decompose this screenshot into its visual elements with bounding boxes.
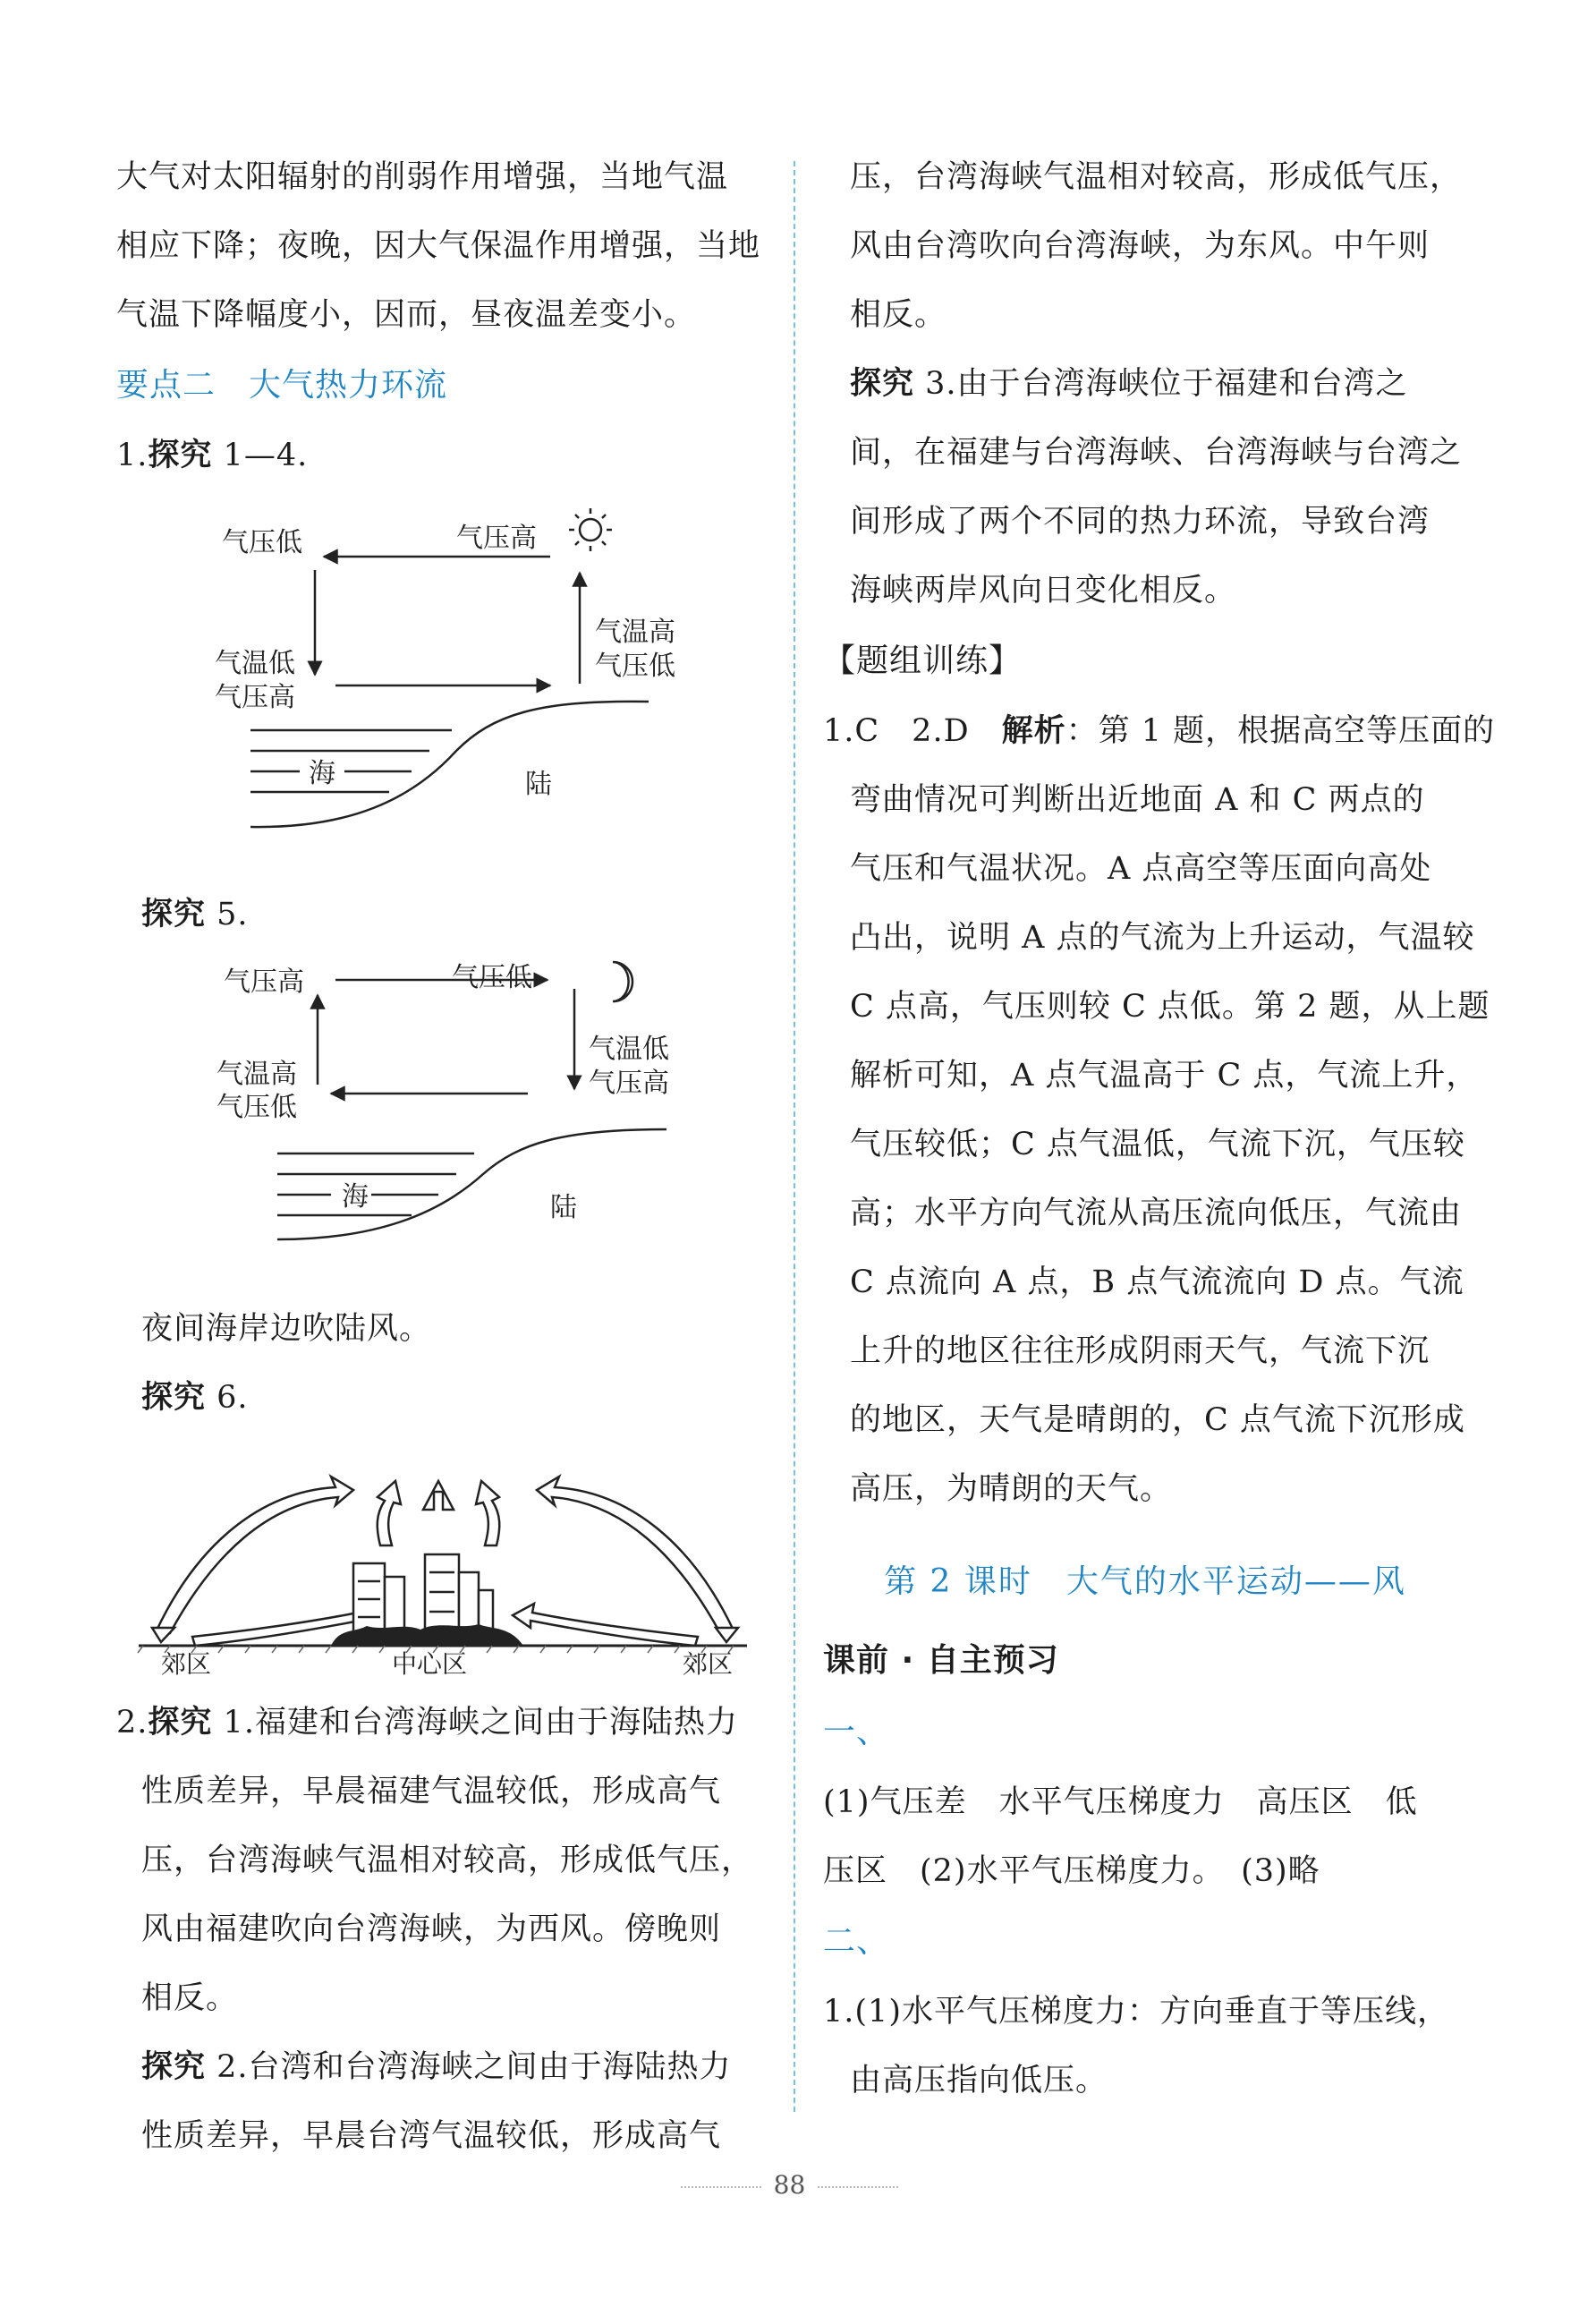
item-text: 1—4. [212,438,309,473]
exercise-heading: 【题组训练】 [823,643,1023,679]
section-two-marker: 二、 [823,1923,890,1960]
explore-label: 探究 [141,897,207,932]
explore-label: 探究 [141,1380,207,1416]
sun-icon [569,508,612,551]
explore-label: 探究 [850,366,915,402]
sea-lines [277,1153,474,1215]
label-land: 陆 [550,1192,577,1223]
page-number: 88 [773,2170,806,2200]
paragraph-line: 风由台湾吹向台湾海峡，为东风。中午则 [850,228,1430,264]
column-divider [794,161,795,2112]
item-number: 2. [116,1705,149,1741]
rising-arrow-right [476,1481,499,1545]
footer-dots-left [681,2186,761,2188]
label-sea: 海 [309,758,335,789]
item-number: 1. [116,438,149,473]
night-wind-note: 夜间海岸边吹陆风。 [141,1311,432,1347]
paragraph-line: 气压较低；C 点气温低，气流下沉，气压较 [850,1127,1465,1162]
label-bottom-right-1: 气温低 [589,1034,669,1065]
explore-label: 探究 [148,438,213,473]
left-column [116,143,769,2171]
right-down-arrowhead [716,1628,738,1642]
paragraph-line: C 点流向 A 点，B 点气流流向 D 点。气流 [850,1264,1464,1300]
paragraph-line: 由高压指向低压。 [850,2063,1108,2098]
paragraph-line: 高压，为晴朗的天气。 [850,1471,1173,1507]
label-bottom-right-2: 气压高 [589,1068,669,1099]
sea-breeze-diagram [116,496,769,872]
rising-arrow-center [423,1481,454,1510]
explore-label: 探究 [148,1705,213,1741]
paragraph-line: 弯曲情况可判断出近地面 A 和 C 两点的 [850,782,1425,818]
paragraph-line: (1)气压差 水平气压梯度力 高压区 低 [823,1784,1418,1820]
rising-arrow-left [378,1481,401,1545]
land-breeze-diagram [116,955,769,1286]
paragraph-line: 性质差异，早晨台湾气温较低，形成高气 [141,2118,722,2154]
item-1 [116,421,769,490]
paragraph-line: 气温下降幅度小，因而，昼夜温差变小。 [116,297,697,333]
item-2-line-1 [116,1689,769,1758]
explore-number: 5. [206,897,249,932]
label-top-left: 气压高 [224,966,304,998]
section-one-marker: 一、 [823,1714,890,1750]
explore-6 [116,1364,769,1433]
paragraph-line: 1.(1)水平气压梯度力：方向垂直于等压线， [823,1994,1449,2030]
paragraph-line: 海峡两岸风向日变化相反。 [850,573,1237,609]
lesson-title: 第 2 课时 大气的水平运动——风 [884,1563,1406,1600]
label-top-right: 气压低 [452,962,532,993]
analysis-label: 解析 [1001,713,1066,749]
paragraph-text: 2.台湾和台湾海峡之间由于海陆热力 [206,2049,732,2085]
label-top-right: 气压高 [456,523,537,554]
label-bottom-left-2: 气压低 [216,1092,297,1123]
left-arc-arrow [157,1477,353,1633]
paragraph-line: 解析可知，A 点气温高于 C 点，气流上升， [850,1058,1479,1094]
label-land: 陆 [525,769,552,800]
label-bottom-left-1: 气温低 [215,648,295,679]
explore-3-line-1 [823,350,1467,419]
paragraph-line: 气压和气温状况。A 点高空等压面向高处 [850,851,1432,887]
label-top-left: 气压低 [222,527,302,558]
right-arc-arrow [537,1477,734,1633]
explore-label: 探究 [141,2049,207,2085]
explore-number: 6. [206,1380,249,1416]
right-column [823,143,1496,2115]
label-bottom-left-1: 气温高 [216,1059,297,1090]
paragraph-line: 间，在福建与台湾海峡、台湾海峡与台湾之 [850,435,1463,471]
paragraph-line: 高；水平方向气流从高压流向低压，气流由 [850,1196,1463,1231]
paragraph-line: 凸出，说明 A 点的气流为上升运动，气温较 [850,920,1475,956]
heat-island-diagram [116,1438,769,1680]
label-suburb-left: 郊区 [161,1649,212,1679]
paragraph-line: 的地区，天气是晴朗的，C 点气流下沉形成 [850,1402,1465,1438]
paragraph-text: ：第 1 题，根据高空等压面的 [1065,713,1496,749]
answer-keys: 1.C 2.D [823,713,1002,749]
label-bottom-left-2: 气压高 [215,682,295,713]
paragraph-line: 相反。 [850,297,947,333]
paragraph-text: 1.福建和台湾海峡之间由于海陆热力 [212,1705,738,1741]
explore-2-line-1 [116,2033,769,2102]
section-heading-key-point-2: 要点二 大气热力环流 [116,367,448,404]
paragraph-line: 大气对太阳辐射的削弱作用增强，当地气温 [116,159,729,195]
answer-line-1 [823,697,1496,766]
left-down-arrowhead [152,1628,174,1642]
page-number-footer [0,2170,1579,2200]
label-suburb-right: 郊区 [683,1649,734,1679]
paragraph-line: 风由福建吹向台湾海峡，为西风。傍晚则 [141,1911,722,1947]
paragraph-text: 3.由于台湾海峡位于福建和台湾之 [914,366,1408,402]
label-bottom-right-1: 气温高 [595,617,675,648]
paragraph-line: 上升的地区往往形成阴雨天气，气流下沉 [850,1333,1430,1369]
explore-5 [116,881,769,949]
coastline [277,1129,666,1239]
paragraph-line: 压，台湾海峡气温相对较高，形成低气压， [850,159,1463,195]
paragraph-line: 相应下降；夜晚，因大气保温作用增强，当地 [116,228,761,264]
label-bottom-right-2: 气压低 [595,651,675,682]
right-ground-arrow [513,1604,698,1646]
footer-dots-right [818,2186,898,2188]
paragraph-line: C 点高，气压则较 C 点低。第 2 题，从上题 [850,989,1490,1025]
label-sea: 海 [342,1181,369,1213]
paragraph-line: 相反。 [141,1980,239,2016]
paragraph-line: 间形成了两个不同的热力环流，导致台湾 [850,504,1430,540]
label-center: 中心区 [392,1649,468,1679]
paragraph-line: 压区 (2)水平气压梯度力。 (3)略 [823,1853,1320,1889]
paragraph-line: 压，台湾海峡气温相对较高，形成低气压， [141,1843,754,1878]
pre-study-heading: 课前 · 自主预习 [823,1642,1059,1679]
paragraph-line: 性质差异，早晨福建气温较低，形成高气 [141,1774,722,1809]
moon-icon [613,962,632,1001]
